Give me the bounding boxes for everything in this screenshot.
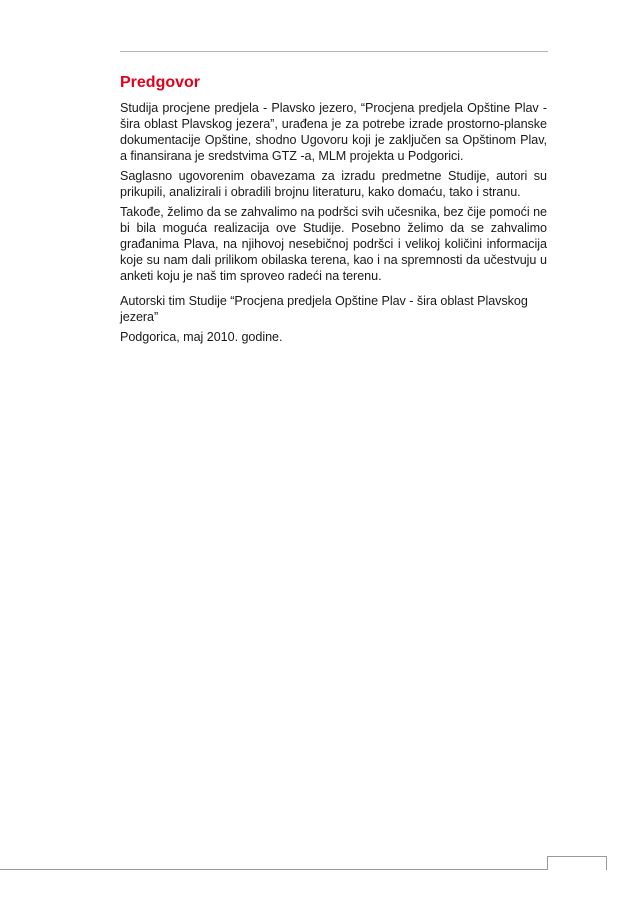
section-heading: Predgovor: [120, 74, 201, 91]
signature-line: Autorski tim Studije “Procjena predjela Opštine Plav - šira oblast Plavskog jezera”: [120, 294, 528, 324]
document-body: [120, 73, 547, 349]
page-number-box: [547, 856, 607, 870]
footer-rule: [0, 869, 606, 870]
paragraph-obligations: Saglasno ugovorenim obavezama za izradu predmetne Studije, autori su prikupili, analizirali i obradili brojnu literaturu, kako domaću, tako i stranu.: [120, 169, 547, 199]
paragraph-intro: Studija procjene predjela - Plavsko jezero, “Procjena predjela Opštine Plav - šira oblast Plavskog jezera”, urađena je za potrebe izrade prostorno-planske dokumentacije Opštine, shodno Ugovoru koji je zaključen sa Opštinom Plav, a finansirana je sredstvima GTZ -a, MLM projekta u Podgorici.: [120, 101, 547, 163]
header-rule: [120, 51, 548, 52]
paragraph-thanks: Takođe, želimo da se zahvalimo na podršci svih učesnika, bez čije pomoći ne bi bila moguća realizacija ove Studije. Posebno želimo da se zahvalimo građanima Plava, na njihovoj nesebičnoj podršci i velikoj količini informacija koje su nam dali prilikom obilaska terena, kao i na spremnosti da učestvuju u anketi koju je naš tim sproveo radeći na terenu.: [120, 205, 547, 283]
place-date-line: Podgorica, maj 2010. godine.: [120, 330, 283, 344]
